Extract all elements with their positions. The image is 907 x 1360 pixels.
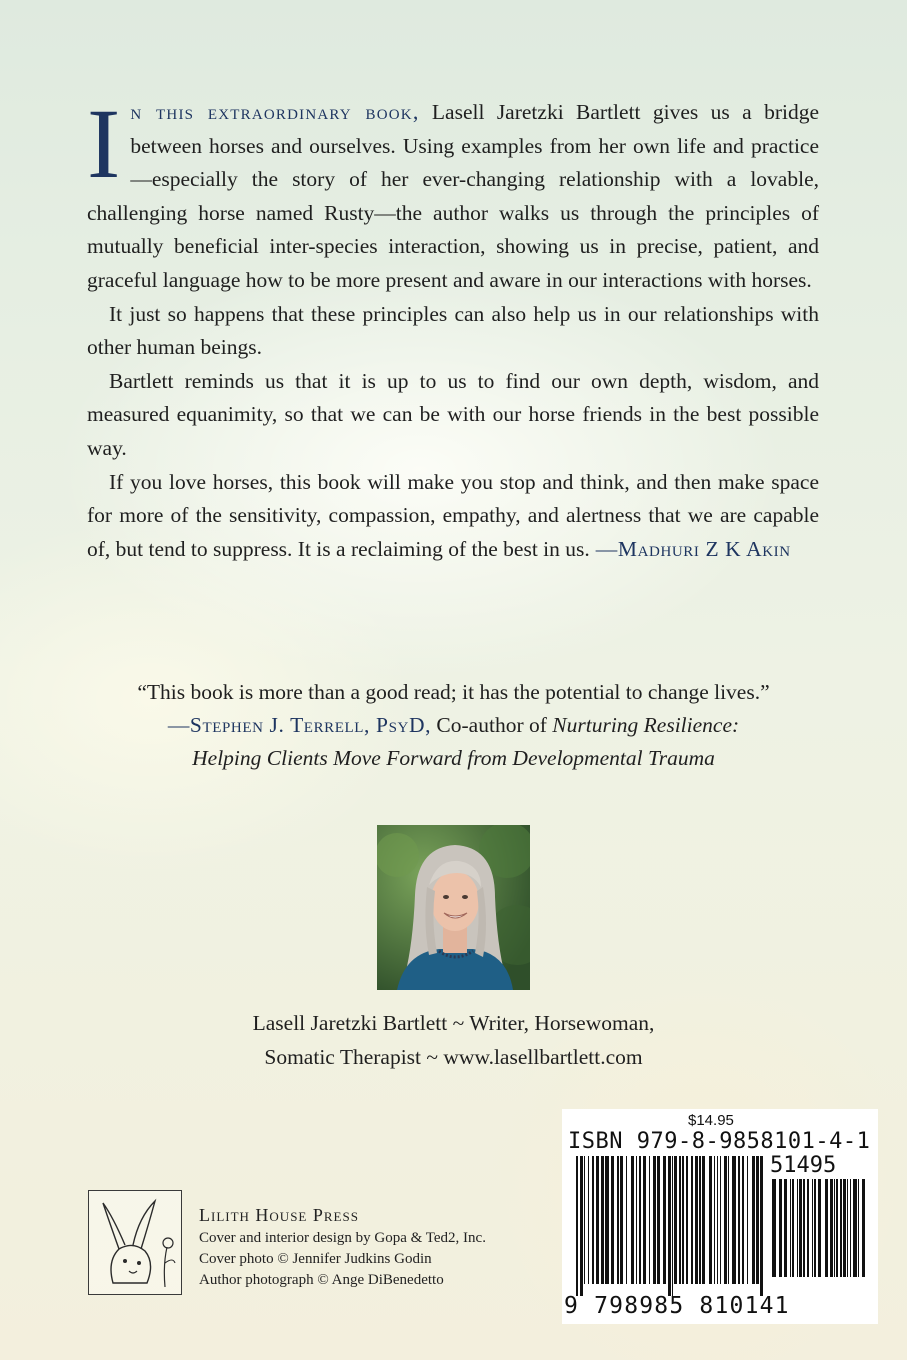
- blurb-paragraph-2: It just so happens that these principles can also help us in our relationships with other human beings.: [87, 301, 819, 360]
- isbn-text: ISBN 979-8-9858101-4-1: [568, 1129, 871, 1154]
- price-label: $14.95: [688, 1112, 734, 1129]
- barcode-bar: [779, 1179, 782, 1277]
- barcode-bar: [596, 1156, 599, 1284]
- barcode-bar: [639, 1156, 641, 1284]
- barcode-bar: [784, 1179, 787, 1277]
- blurb-paragraph-3: Bartlett reminds us that it is up to us to find our own depth, wisdom, and measured equanimity, so that we can be with our horse friends in the best possible way.: [87, 368, 819, 460]
- barcode-bar: [742, 1156, 744, 1284]
- barcode-bar: [738, 1156, 740, 1284]
- blurb-lead-in: n this extraordinary book,: [130, 99, 420, 124]
- publisher-name: Lilith House Press: [199, 1205, 359, 1225]
- barcode-bar: [814, 1179, 816, 1277]
- barcode-bar: [649, 1156, 650, 1284]
- book-blurb: [87, 88, 819, 566]
- barcode-bar: [695, 1156, 698, 1284]
- design-credit: Cover and interior design by Gopa & Ted2, Inc.: [199, 1230, 486, 1246]
- barcode-bar: [797, 1179, 798, 1277]
- isbn-barcode-box: [562, 1109, 878, 1324]
- barcode-bar: [836, 1179, 838, 1277]
- barcode-bar: [714, 1156, 715, 1284]
- addon-barcode-icon: [772, 1179, 868, 1289]
- blurb-p4-text: If you love horses, this book will make you stop and think, and then make space for more of the sensitivity, compassion, empathy, and alertness that we are capable of, but tend to suppress. It is a reclaiming of the best in us.: [87, 469, 819, 561]
- blurb-paragraph-1: [87, 88, 819, 298]
- endorsement-quote: [60, 676, 847, 775]
- barcode-bar: [812, 1179, 813, 1277]
- price-addon-code: 51495: [770, 1153, 837, 1178]
- barcode-bar: [862, 1179, 865, 1277]
- author-photo: [377, 825, 530, 990]
- barcode-bar: [576, 1156, 578, 1296]
- barcode-bar: [611, 1156, 614, 1284]
- endorser-role: Co-author of: [431, 713, 553, 737]
- barcode-bar: [672, 1156, 673, 1296]
- barcode-bar: [847, 1179, 848, 1277]
- blurb-attribution: —Madhuri Z K Akin: [589, 536, 791, 561]
- barcode-bar: [853, 1179, 857, 1277]
- barcode-bar: [584, 1156, 585, 1284]
- barcode-bar: [850, 1179, 851, 1277]
- barcode-bar: [720, 1156, 721, 1284]
- drop-cap: I: [87, 88, 121, 199]
- barcode-bar: [790, 1179, 791, 1277]
- barcode-bar: [601, 1156, 604, 1284]
- barcode-bar: [657, 1156, 660, 1284]
- endorser-book-subtitle: Helping Clients Move Forward from Developmental Trauma: [192, 746, 715, 770]
- barcode-bar: [643, 1156, 646, 1284]
- barcode-bar: [653, 1156, 656, 1284]
- barcode-bar: [724, 1156, 727, 1284]
- barcode-bar: [702, 1156, 705, 1284]
- barcode-bar: [679, 1156, 681, 1284]
- ean-digits: 9 798985 810141: [564, 1293, 790, 1319]
- author-caption: [150, 1006, 757, 1074]
- barcode-bar: [686, 1156, 688, 1284]
- barcode-bar: [756, 1156, 759, 1284]
- barcode-bar: [709, 1156, 712, 1284]
- barcode-bar: [699, 1156, 701, 1284]
- barcode-bar: [631, 1156, 634, 1284]
- rabbit-logo-icon: [89, 1191, 181, 1294]
- barcode-bar: [772, 1179, 776, 1277]
- barcode-bar: [858, 1179, 859, 1277]
- endorsement-attribution: [60, 709, 847, 742]
- barcode-bar: [732, 1156, 736, 1284]
- barcode-bar: [843, 1179, 846, 1277]
- barcode-bar: [691, 1156, 693, 1284]
- barcode-bar: [830, 1179, 833, 1277]
- barcode-bar: [588, 1156, 589, 1284]
- barcode-bar: [682, 1156, 684, 1284]
- barcode-bar: [636, 1156, 637, 1284]
- barcode-bar: [620, 1156, 623, 1284]
- barcode-bar: [668, 1156, 671, 1296]
- author-portrait-icon: [377, 825, 530, 990]
- barcode-bar: [799, 1179, 802, 1277]
- ean-barcode-icon: [576, 1156, 764, 1296]
- publisher-logo: [88, 1190, 182, 1295]
- barcode-bar: [580, 1156, 583, 1296]
- author-caption-line-1: Lasell Jaretzki Bartlett ~ Writer, Horsewoman,: [252, 1011, 655, 1035]
- barcode-bar: [792, 1179, 794, 1277]
- barcode-bar: [592, 1156, 594, 1284]
- barcode-bar: [626, 1156, 627, 1284]
- barcode-bar: [840, 1179, 842, 1277]
- endorser-book-title: Nurturing Resilience:: [552, 713, 740, 737]
- barcode-bar: [752, 1156, 755, 1284]
- barcode-bar: [663, 1156, 666, 1284]
- barcode-bar: [617, 1156, 619, 1284]
- barcode-bar: [818, 1179, 821, 1277]
- barcode-bar: [717, 1156, 718, 1284]
- endorser-name: —Stephen J. Terrell, PsyD,: [167, 713, 432, 737]
- barcode-bar: [605, 1156, 609, 1284]
- barcode-bar: [747, 1156, 748, 1284]
- barcode-bar: [674, 1156, 677, 1284]
- barcode-bar: [825, 1179, 828, 1277]
- author-photo-credit: Author photograph © Ange DiBenedetto: [199, 1272, 444, 1288]
- barcode-bar: [807, 1179, 809, 1277]
- publisher-credits: [199, 1203, 486, 1291]
- barcode-bar: [728, 1156, 729, 1284]
- blurb-paragraph-4: [87, 466, 819, 567]
- barcode-bar: [803, 1179, 805, 1277]
- barcode-bar: [834, 1179, 835, 1277]
- cover-photo-credit: Cover photo © Jennifer Judkins Godin: [199, 1251, 432, 1267]
- barcode-bar: [760, 1156, 763, 1296]
- blurb-p1-text: Lasell Jaretzki Bartlett gives us a bridge between horses and ourselves. Using examples from her own life and practice—especially the story of her ever-changing relationship with a lovable, challenging horse named Rusty—the author walks us through the principles of mutually beneficial inter-species interaction, showing us in precise, patient, and graceful language how to be more present and aware in our interactions with horses.: [87, 100, 819, 292]
- endorsement-text: “This book is more than a good read; it has the potential to change lives.”: [137, 680, 770, 704]
- author-caption-line-2: Somatic Therapist ~ www.lasellbartlett.com: [264, 1045, 643, 1069]
